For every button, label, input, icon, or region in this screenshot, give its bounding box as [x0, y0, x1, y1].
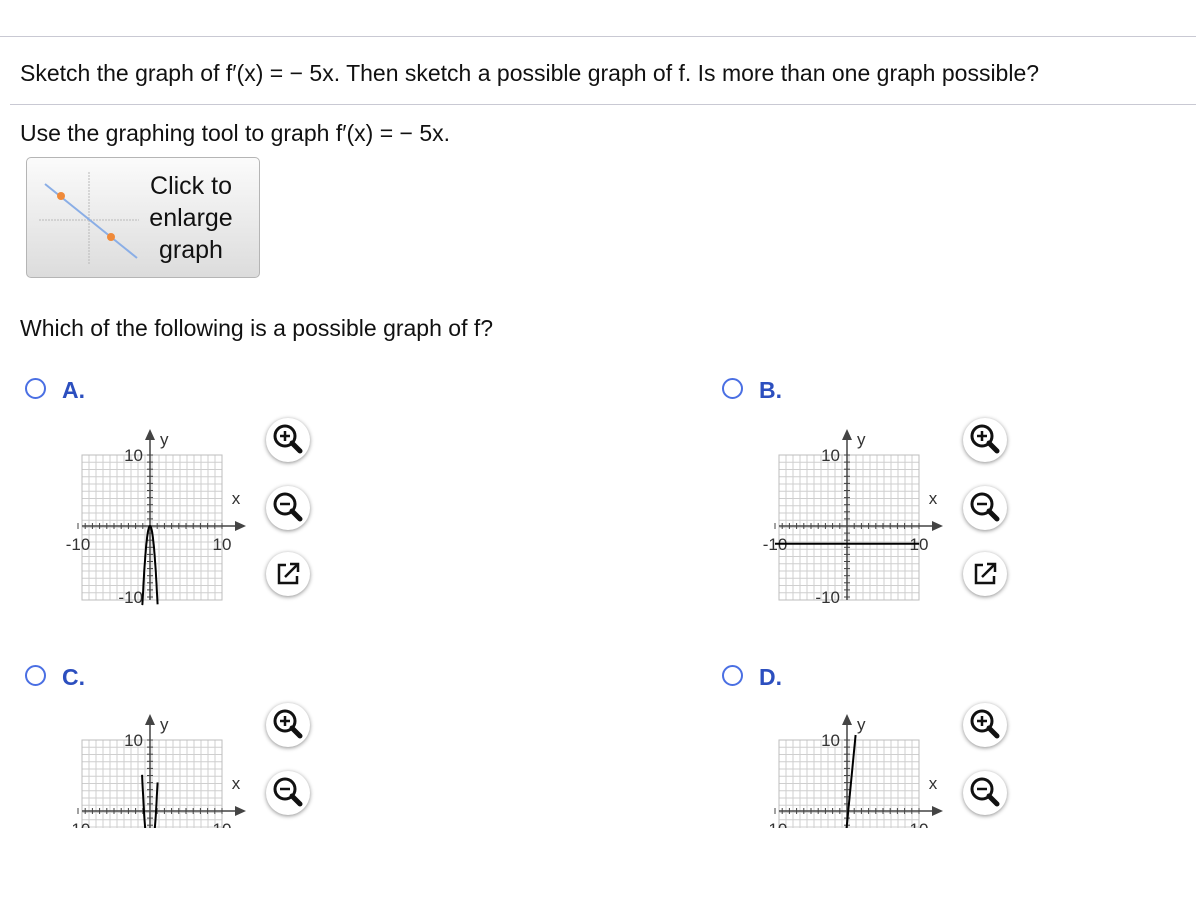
graph-x-axis-label: x: [231, 489, 241, 508]
graph-x-max-label: 10: [909, 535, 929, 554]
graph-y-max-label: 10: [821, 446, 840, 465]
option-a-zoom-in-button[interactable]: [266, 418, 310, 462]
zoom-in-icon: [266, 418, 310, 462]
popout-icon: [266, 552, 310, 596]
option-d-zoom-out-button[interactable]: [963, 771, 1007, 815]
enlarge-label: [131, 170, 251, 266]
graph-y-max-label: 10: [124, 446, 143, 465]
zoom-in-icon: [963, 703, 1007, 747]
zoom-out-icon: [963, 486, 1007, 530]
option-c-zoom-out-button[interactable]: [266, 771, 310, 815]
zoom-in-icon: [963, 418, 1007, 462]
option-d-letter: D.: [759, 664, 782, 690]
option-a-graph: [40, 420, 280, 620]
option-b-radio[interactable]: [722, 378, 743, 399]
graph-y-max-label: 10: [821, 731, 840, 750]
option-d-zoom-in-button[interactable]: [963, 703, 1007, 747]
top-divider: [0, 36, 1196, 37]
enlarge-label-line1: Click to: [150, 172, 232, 200]
graph-thumbnail-icon: [39, 170, 139, 266]
option-d-radio[interactable]: [722, 665, 743, 686]
step2-question: Which of the following is a possible graph of f?: [20, 315, 494, 341]
option-b-zoom-out-button[interactable]: [963, 486, 1007, 530]
option-a-radio[interactable]: [25, 378, 46, 399]
popout-icon: [963, 552, 1007, 596]
graph-y-axis-label: y: [160, 715, 169, 734]
zoom-in-icon: [266, 703, 310, 747]
question-divider: [10, 104, 1196, 105]
enlarge-label-line2: enlarge: [149, 204, 233, 232]
option-a-letter: A.: [62, 377, 85, 403]
option-b-letter: B.: [759, 377, 782, 403]
enlarge-graph-button[interactable]: [26, 157, 260, 278]
zoom-out-icon: [266, 486, 310, 530]
graph-x-max-label: 10: [212, 535, 232, 554]
option-b-popout-button[interactable]: [963, 552, 1007, 596]
viewport-fade: [0, 828, 1196, 908]
graph-x-axis-label: x: [231, 774, 241, 793]
graph-y-axis-label: y: [160, 430, 169, 449]
option-b-graph: [737, 420, 977, 620]
step1-instruction: Use the graphing tool to graph f′(x) = − 5x.: [20, 120, 451, 146]
graph-x-axis-label: x: [928, 489, 938, 508]
zoom-out-icon: [963, 771, 1007, 815]
zoom-out-icon: [266, 771, 310, 815]
graph-y-min-label: -10: [118, 588, 143, 607]
option-b-zoom-in-button[interactable]: [963, 418, 1007, 462]
option-c-zoom-in-button[interactable]: [266, 703, 310, 747]
graph-y-min-label: -10: [815, 588, 840, 607]
option-c-letter: C.: [62, 664, 85, 690]
graph-x-axis-label: x: [928, 774, 938, 793]
graph-y-axis-label: y: [857, 715, 866, 734]
option-c-radio[interactable]: [25, 665, 46, 686]
graph-x-min-label: -10: [65, 535, 91, 554]
option-a-zoom-out-button[interactable]: [266, 486, 310, 530]
option-a-popout-button[interactable]: [266, 552, 310, 596]
graph-y-axis-label: y: [857, 430, 866, 449]
enlarge-label-line3: graph: [159, 236, 223, 264]
question-prompt: Sketch the graph of f′(x) = − 5x. Then sketch a possible graph of f. Is more than one graph possible?: [20, 60, 1040, 86]
graph-y-max-label: 10: [124, 731, 143, 750]
graph-x-min-label: -10: [762, 535, 788, 554]
